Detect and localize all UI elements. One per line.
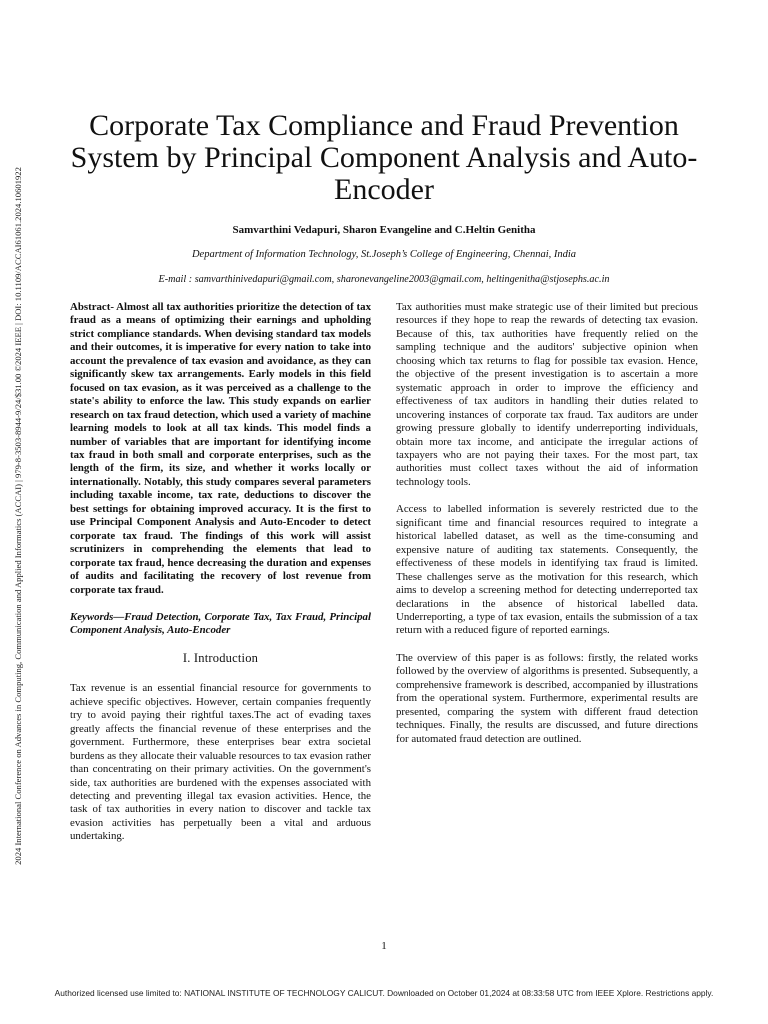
keywords: Keywords—Fraud Detection, Corporate Tax, Tax Fraud, Principal Component Analysis, Auto-Encoder [70,610,371,637]
section-heading-introduction: I. Introduction [182,650,259,665]
license-footer: Authorized licensed use limited to: NATIONAL INSTITUTE OF TECHNOLOGY CALICUT. Downloaded on October 01,2024 at 08:33:58 UTC from IEEE Xplore. Restrictions apply. [54,988,714,998]
doi-sidebar-text: 2024 International Conference on Advances in Computing, Communication and Applied Informatics (ACCAI) | 979-8-3503-8944-9/24/$31.00 ©2024 IEEE | DOI: 10.1109/ACCAI61061.2024.10601922 [13,166,23,865]
left-column [70,301,371,844]
paper-title: Corporate Tax Compliance and Fraud Prevention System by Principal Component Analysis and Auto-Encoder [70,109,698,206]
right-paragraph-1: Tax authorities must make strategic use of their limited but precious resources if they hope to reap the rewards of detecting tax evasion. Because of this, tax authorities have frequently relied on the sampling technique and the auditors' subjective opinion when choosing which tax returns to flag for possible tax evasion. Hence, the objective of the present investigation is to ascertain a more systematic approach in order to improve the efficiency and effectiveness of tax auditors in handling their duties related to uncovering instances of corporate tax fraud. Tax auditors are under growing pressure globally to identify underreporting individuals, obtain more tax income, and anticipate the irregular actions of taxpayers who are not paying their taxes. For the most part, tax authorities must collect taxes without the aid of information technology tools. [396,301,698,488]
authors: Samvarthini Vedapuri, Sharon Evangeline and C.Heltin Genitha [232,224,536,236]
right-paragraph-3: The overview of this paper is as follows: firstly, the related works followed by the overview of algorithms is presented. Subsequently, a comprehensive framework is described, accompanied by illustrations from the operational system. Furthermore, experimental results are presented, comparing the system with different fraud detection techniques. Finally, the results are discussed, and future directions for automated fraud detection are outlined. [396,651,698,745]
right-column [396,301,698,746]
abstract: Abstract- Almost all tax authorities prioritize the detection of tax fraud as a means of optimizing their earnings and upholding strict compliance standards. When devising standard tax models and their outcomes, it is imperative for every nation to take into account the prevalence of tax evasion and avoidance, as they can significantly skew tax arrangements. Early models in this field focused on tax evasion, as it was perceived as a challenge to the state's ability to enforce the law. This study expands on earlier research on tax fraud detection, which used a variety of machine learning models to look at all tax kinds. This model finds a number of variables that are important for identifying income tax fraud in both small and corporate enterprises, such as the length of the firm, its size, and whether it works locally or internationally. Notably, this study compares several parameters including taxable income, tax rate, deductions to discover the best settings for obtaining improved accuracy. It is the first to use Principal Component Analysis and Auto-Encoder to detect corporate tax fraud. The findings of this work will assist scrutinizers in comprehending the elements that lead to corporate tax fraud, hence decreasing the duration and expenses of audits and facilitating the recovery of lost revenue from corporate tax fraud. [70,301,371,596]
email-line: E-mail : samvarthinivedapuri@gmail.com, sharonevangeline2003@gmail.com, heltingenitha@stjosephs.ac.in [158,274,610,285]
page-number: 1 [381,940,387,952]
intro-paragraph: Tax revenue is an essential financial resource for governments to achieve specific objectives. However, certain companies frequently try to avoid paying their rightful taxes.The act of evading taxes greatly affects the financial revenue of these enterprises and the government. Furthermore, these enterprises bear extra societal burdens as they allocate their valuable resources to tax evasion rather than concentrating on their primary activities. On the government's side, tax authorities are burdened with the expenses associated with detecting and preventing illegal tax evasion activities. Hence, the task of tax authorities in every nation to discover and tackle tax evasion activities has perpetually been a vital and arduous undertaking. [70,682,371,843]
doi-sidebar [8,118,28,913]
right-paragraph-2: Access to labelled information is severely restricted due to the significant time and financial resources required to integrate a historical labelled dataset, as well as the time-consuming and expensive nature of auditing tax statements. Consequently, the effectiveness of these models in identifying tax fraud is limited. These challenges serve as the motivation for this research, which aims to develop a screening method for detecting underreported tax declarations in the absence of historical labelled data. Underreporting, a type of tax evasion, entails the submission of a tax return with a reduced figure of reported earnings. [396,503,698,637]
affiliation: Department of Information Technology, St.Joseph’s College of Engineering, Chennai, India [191,249,577,260]
